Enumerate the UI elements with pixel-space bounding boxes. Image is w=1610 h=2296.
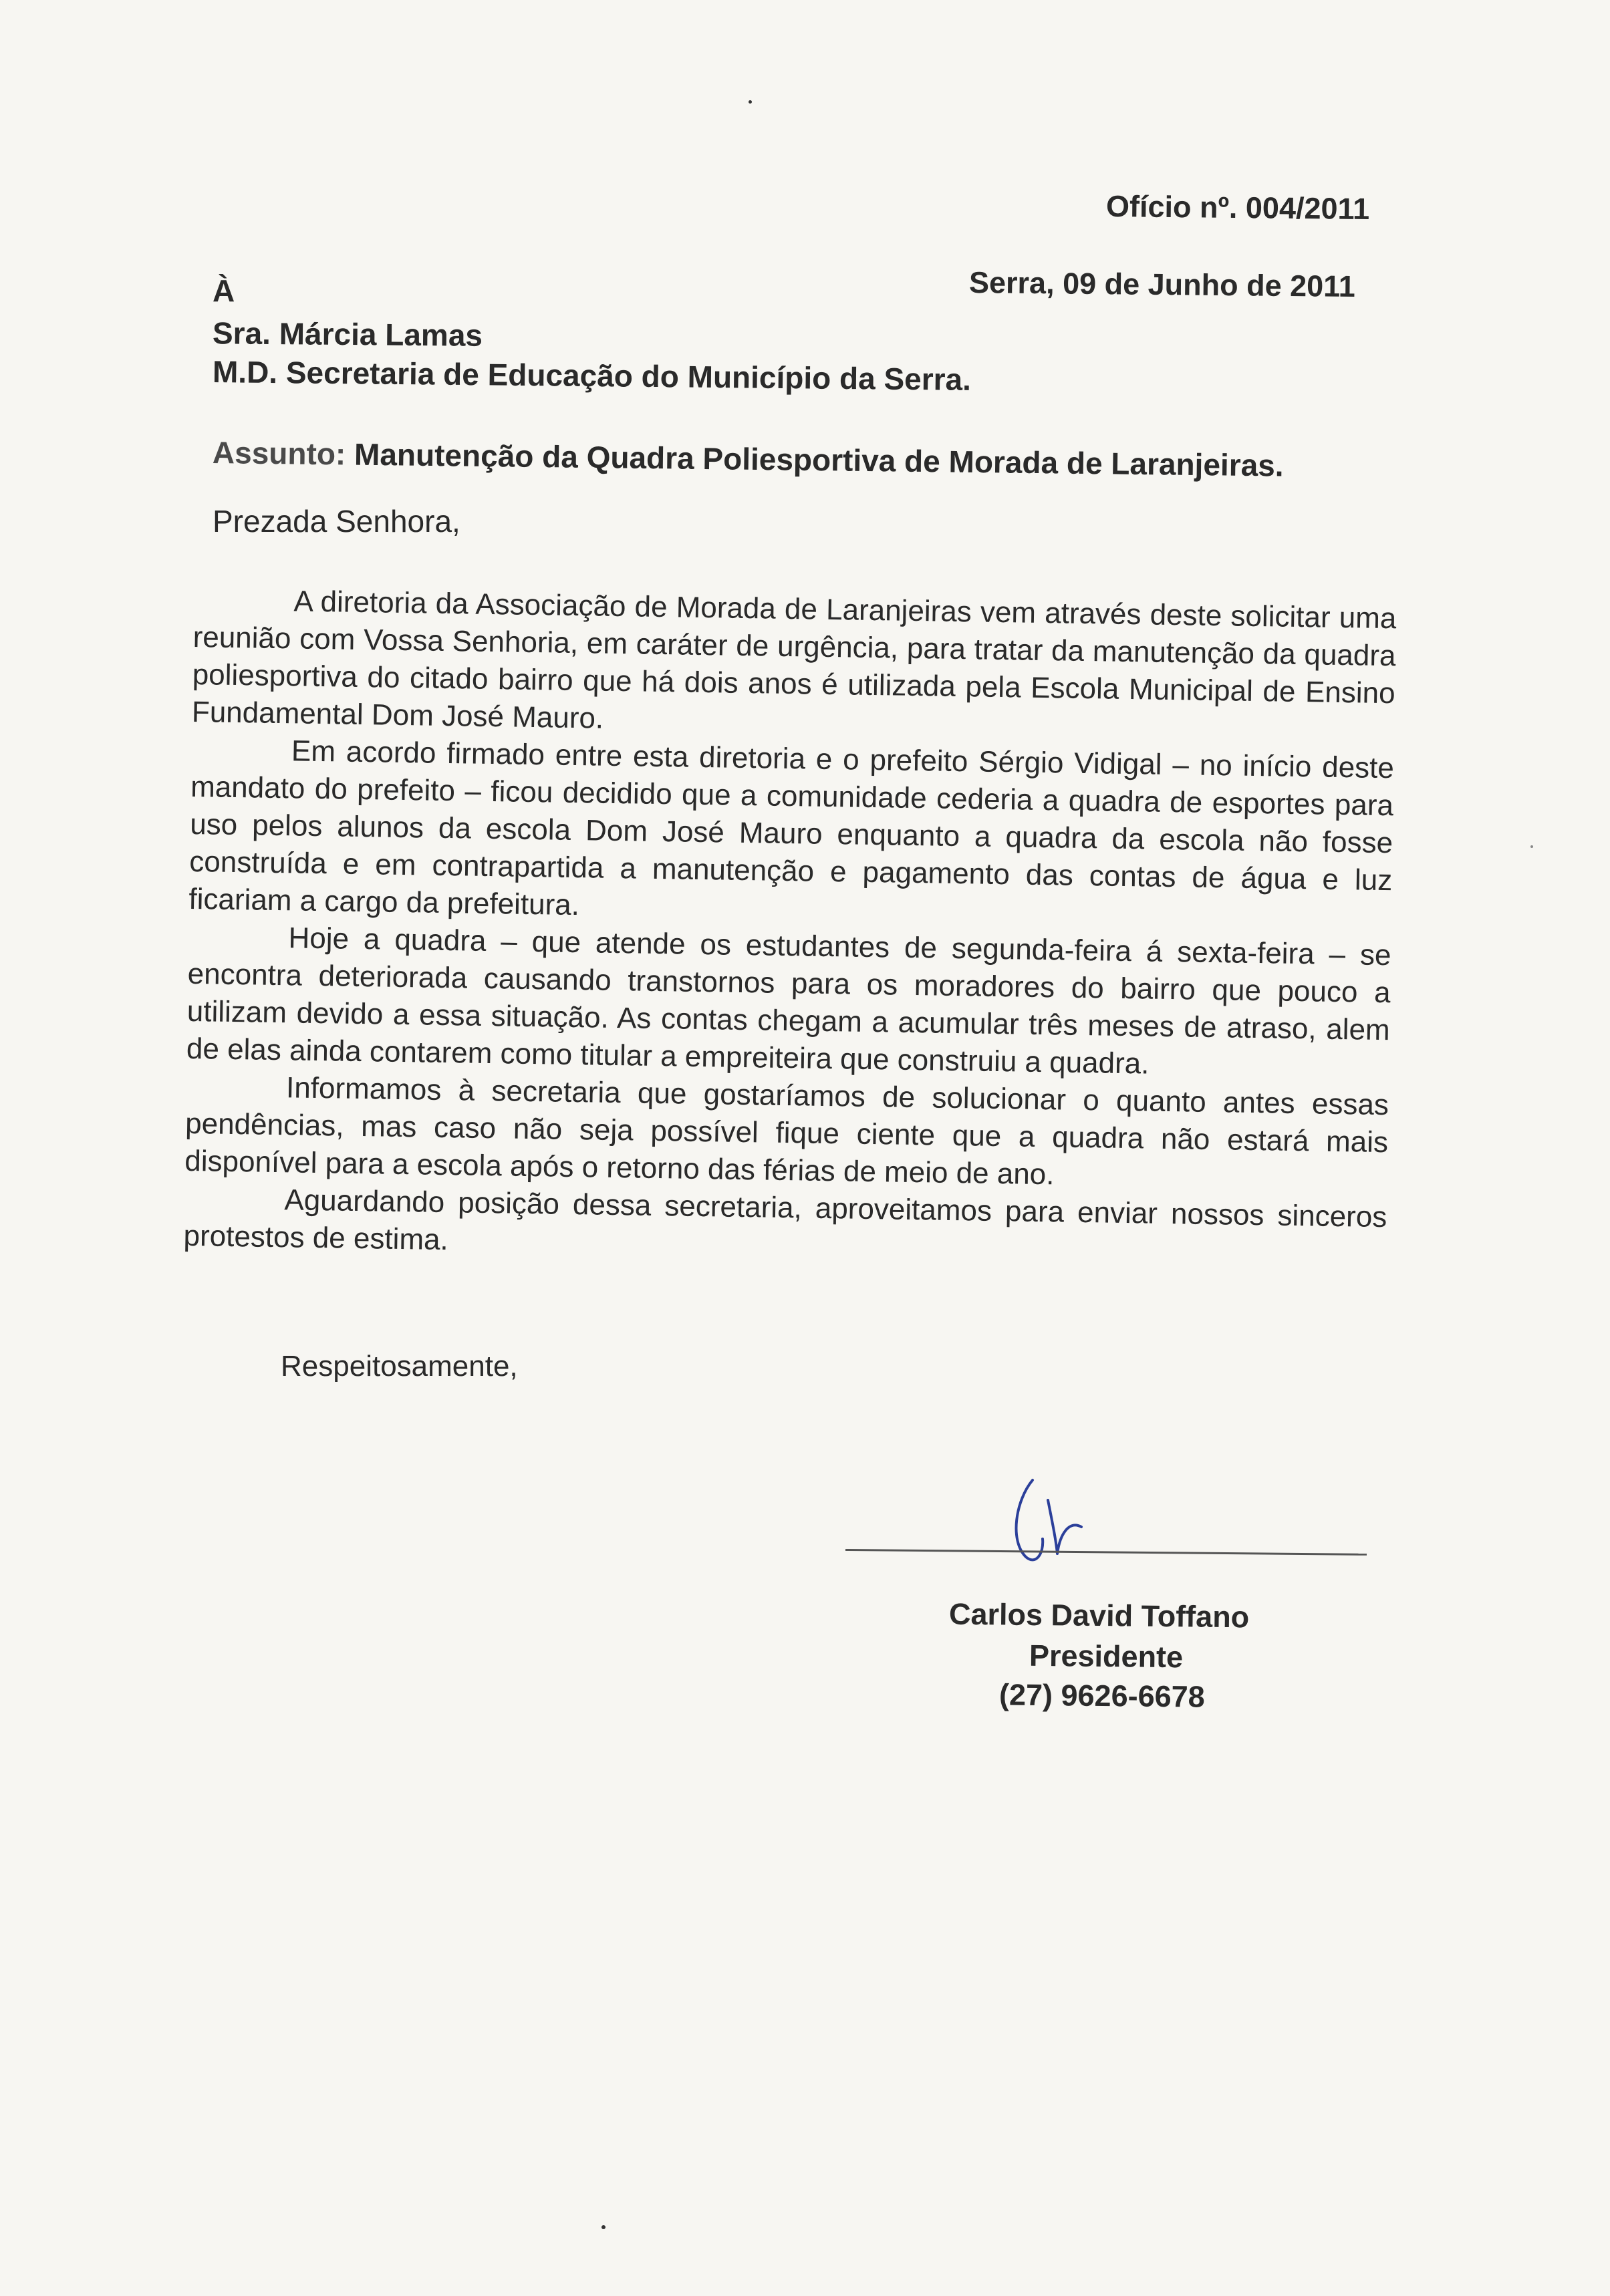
body-paragraph: Aguardando posição dessa secretaria, aproveitamos para enviar nossos sinceros protestos de estima. xyxy=(183,1183,1387,1257)
signer-phone: (27) 9626-6678 xyxy=(998,1677,1205,1714)
signer-name: Carlos David Toffano xyxy=(948,1596,1250,1634)
recipient-title: M.D. Secretaria de Educação do Município da Serra. xyxy=(212,354,972,397)
closing: Respeitosamente, xyxy=(281,1350,518,1383)
signer-role: Presidente xyxy=(1029,1638,1184,1675)
body-paragraph: Hoje a quadra – que atende os estudantes de segunda-feira á sexta-feira – se encontra deteriorada causando transtornos para os moradores do bairro que pouco a utilizam devido a essa situação. As contas chegam a acumular três meses de atraso, alem de elas ainda contarem como titular a empreiteira que construiu a quadra. xyxy=(186,921,1391,1081)
subject-text: Manutenção da Quadra Poliesportiva de Morada de Laranjeiras. xyxy=(354,436,1284,483)
letter-body xyxy=(183,581,1397,1274)
salutation: Prezada Senhora, xyxy=(213,504,460,539)
office-number: Ofício nº. 004/2011 xyxy=(1105,188,1370,227)
body-paragraph: A diretoria da Associação de Morada de Laranjeiras vem através deste solicitar uma reunião com Vossa Senhoria, em caráter de urgência, para tratar da manutenção da quadra poliesportiva do citado bairro que há dois anos é utilizada pela Escola Municipal de Ensino Fundamental Dom José Mauro. xyxy=(191,585,1397,735)
body-paragraph: Informamos à secretaria que gostaríamos de solucionar o quanto antes essas pendências, mas caso não seja possível fique ciente que a quadra não estará mais disponível para a escola após o retorno das férias de meio de ano. xyxy=(184,1071,1389,1191)
subject-label: Assunto: xyxy=(212,435,346,472)
scan-speck xyxy=(749,100,752,104)
scan-speck xyxy=(1530,845,1533,848)
recipient-name: Sra. Márcia Lamas xyxy=(212,315,483,353)
body-paragraph: Em acordo firmado entre esta diretoria e o prefeito Sérgio Vidigal – no início deste mandato do prefeito – ficou decidido que a comunidade cederia a quadra de esportes para uso pelos alunos da escola Dom José Mauro enquanto a quadra da escola não fosse construída e em contrapartida a manutenção e pagamento das contas de água e luz ficariam a cargo da prefeitura. xyxy=(188,734,1395,922)
signature-line xyxy=(845,1549,1367,1556)
recipient-prefix: À xyxy=(213,273,235,308)
scan-speck xyxy=(601,2225,606,2229)
subject-line xyxy=(213,434,1284,484)
letter-date: Serra, 09 de Junho de 2011 xyxy=(968,265,1356,304)
